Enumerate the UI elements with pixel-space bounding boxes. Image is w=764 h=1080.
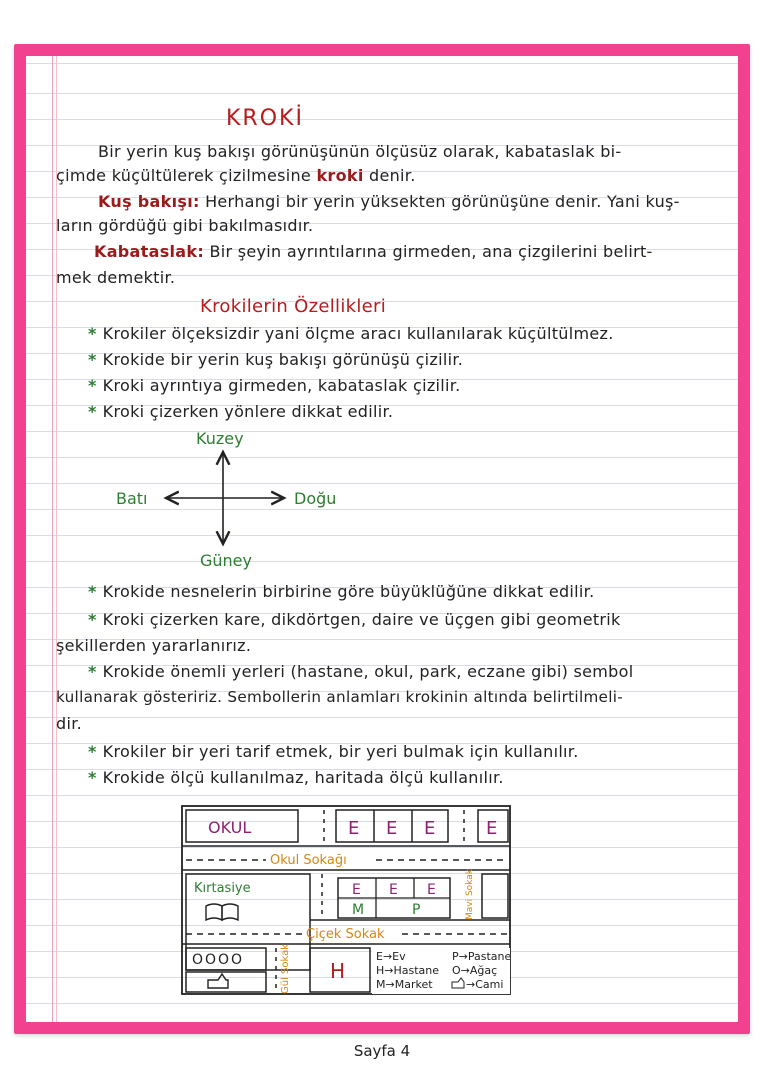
feature2-item-3-end: dir. (56, 714, 82, 733)
bullet-star-icon: * (88, 742, 97, 761)
def-kaba-line-2: mek demektir. (56, 268, 176, 287)
feature-item-2 (88, 350, 463, 369)
kirtasiye-label: Kırtasiye (194, 881, 251, 896)
bullet-star-icon: * (88, 350, 97, 369)
pastane-label: P (412, 902, 421, 918)
bullet-star-icon: * (88, 402, 97, 421)
house-label: E (424, 818, 436, 839)
house-label: E (486, 818, 498, 839)
legend-ev: E→Ev (376, 950, 406, 963)
legend-market: M→Market (376, 978, 433, 991)
okul-sokagi-label: Okul Sokağı (270, 853, 347, 868)
page-footer: Sayfa 4 (353, 1042, 411, 1060)
legend-pastane: P→Pastane (452, 950, 512, 963)
feature2-item-3-cont: kullanarak gösteririz. Sembollerin anlamları krokinin altında belirtilmeli- (56, 688, 624, 706)
hastane-label: H (330, 959, 346, 983)
feature-text: Krokide ölçü kullanılmaz, haritada ölçü kullanılır. (102, 768, 504, 787)
house-label: E (348, 818, 360, 839)
features-title: Krokilerin Özellikleri (200, 296, 387, 317)
market-label: M (352, 902, 365, 918)
feature-text: Kroki ayrıntıya girmeden, kabataslak çizilir. (102, 376, 461, 395)
def-kaba-text: Bir şeyin ayrıntılarına girmeden, ana çizgilerini belirt- (209, 242, 653, 261)
notebook-page (26, 56, 738, 1022)
feature-text: Krokide nesnelerin birbirine göre büyüklüğüne dikkat edilir. (102, 582, 595, 601)
feature-item-1 (88, 324, 614, 343)
feature-text: Krokide bir yerin kuş bakışı görünüşü çizilir. (102, 350, 464, 369)
def-kaba-line-1 (94, 242, 653, 261)
intro-line-2 (56, 166, 416, 185)
intro-line-2-text: çimde küçültülerek çizilmesine (56, 166, 312, 185)
def-kus-text: Herhangi bir yerin yüksekten görünüşüne denir. Yani kuş- (205, 192, 680, 211)
margin-line-inner (56, 56, 57, 1022)
feature-text: Krokiler ölçeksizdir yani ölçme aracı kullanılarak küçültülmez. (102, 324, 614, 343)
feature-text: Kroki çizerken yönlere dikkat edilir. (102, 402, 394, 421)
bullet-star-icon: * (88, 324, 97, 343)
def-kus-line-2: ların gördüğü gibi bakılmasıdır. (56, 216, 314, 235)
feature2-item-1 (88, 582, 594, 601)
compass-south-label: Güney (200, 551, 252, 570)
bullet-star-icon: * (88, 376, 97, 395)
compass-diagram (106, 426, 366, 576)
def-kus-line-1 (98, 192, 680, 211)
feature2-item-2-cont: şekillerden yararlanırız. (56, 636, 252, 655)
book-icon (206, 904, 238, 920)
tree-circles: OOOO (192, 952, 245, 968)
legend-agac: O→Ağaç (452, 964, 498, 977)
feature2-item-5 (88, 768, 504, 787)
compass-west-label: Batı (116, 489, 148, 508)
legend-hastane: H→Hastane (376, 964, 440, 977)
okul-label: OKUL (208, 818, 252, 837)
legend-cami: →Cami (466, 978, 504, 991)
pink-frame (14, 44, 750, 1034)
margin-line (52, 56, 53, 1022)
cicek-sokak-label: Çiçek Sokak (306, 927, 385, 942)
term-kus-bakisi: Kuş bakışı: (98, 192, 200, 211)
intro-line-1: Bir yerin kuş bakışı görünüşünün ölçüsüz olarak, kabataslak bi- (98, 142, 622, 161)
feature-text: Kroki çizerken kare, dikdörtgen, daire ve üçgen gibi geometrik (102, 610, 621, 629)
kroki-keyword: kroki (316, 166, 364, 185)
feature2-item-3 (88, 662, 633, 681)
feature-text: Krokiler bir yeri tarif etmek, bir yeri bulmak için kullanılır. (102, 742, 579, 761)
mosque-icon (208, 974, 228, 988)
feature-item-4 (88, 402, 393, 421)
bullet-star-icon: * (88, 610, 97, 629)
bullet-star-icon: * (88, 662, 97, 681)
cami-block (186, 972, 266, 992)
feature-item-3 (88, 376, 461, 395)
house-label: E (389, 882, 398, 898)
term-kabataslak: Kabataslak: (94, 242, 205, 261)
compass-east-label: Doğu (294, 489, 337, 508)
bullet-star-icon: * (88, 582, 97, 601)
page-title: KROKİ (226, 106, 304, 131)
house-label: E (427, 882, 436, 898)
house-label: E (352, 882, 361, 898)
feature2-item-4 (88, 742, 579, 761)
feature2-item-2 (88, 610, 621, 629)
mavi-sokak-label: Mavi Sokak (465, 869, 475, 920)
sketch-map (176, 802, 516, 998)
bullet-star-icon: * (88, 768, 97, 787)
intro-line-2-end: denir. (369, 166, 416, 185)
right-block (482, 874, 508, 918)
compass-north-label: Kuzey (196, 429, 244, 448)
house-label: E (386, 818, 398, 839)
feature-text: Krokide önemli yerleri (hastane, okul, park, eczane gibi) sembol (102, 662, 634, 681)
gul-sokak-label: Gül Sokak (280, 943, 291, 994)
